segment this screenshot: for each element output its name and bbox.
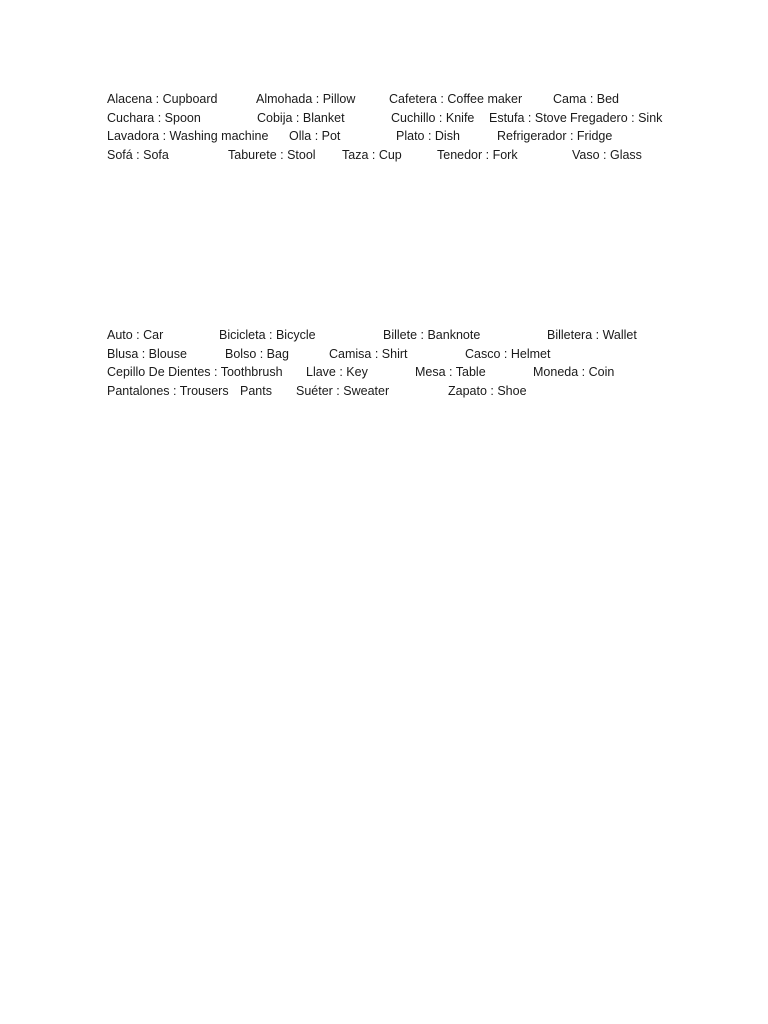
vocab-entry: Cepillo De Dientes : Toothbrush: [107, 365, 283, 379]
vocab-entry: Bicicleta : Bicycle: [219, 328, 316, 342]
vocab-line: [0, 382, 768, 400]
vocab-entry: Pantalones : Trousers: [107, 383, 229, 398]
vocab-entry: Almohada : Pillow: [256, 92, 356, 106]
vocab-entry: Tenedor : Fork: [437, 147, 518, 162]
vocab-entry: Billete : Banknote: [383, 328, 481, 342]
vocab-line: [0, 109, 768, 127]
vocab-entry: Llave : Key: [306, 365, 368, 379]
vocab-line: [0, 127, 768, 145]
vocab-entry: Billetera : Wallet: [547, 328, 637, 342]
vocab-entry: Blusa : Blouse: [107, 346, 187, 361]
vocab-entry: Cobija : Blanket: [257, 110, 345, 125]
vocab-entry: Zapato : Shoe: [448, 383, 527, 398]
vocab-entry: Casco : Helmet: [465, 346, 551, 361]
vocab-entry: Mesa : Table: [415, 365, 486, 379]
vocab-entry: Refrigerador : Fridge: [497, 129, 613, 143]
vocab-entry: Vaso : Glass: [572, 147, 642, 162]
vocab-entry: Taburete : Stool: [228, 147, 316, 162]
vocab-entry: Pants: [240, 383, 272, 398]
vocab-entry: Cama : Bed: [553, 92, 620, 106]
vocab-entry: Camisa : Shirt: [329, 346, 408, 361]
vocab-entry: Auto : Car: [107, 328, 164, 342]
vocab-entry: Sofá : Sofa: [107, 147, 169, 162]
vocab-line: [0, 326, 768, 344]
vocab-line: [0, 345, 768, 363]
vocab-entry: Cuchillo : Knife: [391, 110, 475, 125]
vocab-entry: Moneda : Coin: [533, 365, 615, 379]
vocab-entry: Bolso : Bag: [225, 346, 289, 361]
vocab-entry: Taza : Cup: [342, 147, 402, 162]
vocab-entry: Alacena : Cupboard: [107, 92, 218, 106]
vocab-line: [0, 363, 768, 381]
vocab-entry: Cafetera : Coffee maker: [389, 92, 523, 106]
vocab-line: [0, 90, 768, 108]
vocab-entry: Lavadora : Washing machine: [107, 129, 269, 143]
vocab-entry: Cuchara : Spoon: [107, 110, 201, 125]
vocab-entry: Estufa : Stove: [489, 110, 567, 125]
vocab-entry: Plato : Dish: [396, 129, 460, 143]
vocab-entry: Olla : Pot: [289, 129, 341, 143]
vocab-entry: Fregadero : Sink: [570, 110, 663, 125]
vocab-line: [0, 146, 768, 164]
vocab-entry: Suéter : Sweater: [296, 383, 390, 398]
